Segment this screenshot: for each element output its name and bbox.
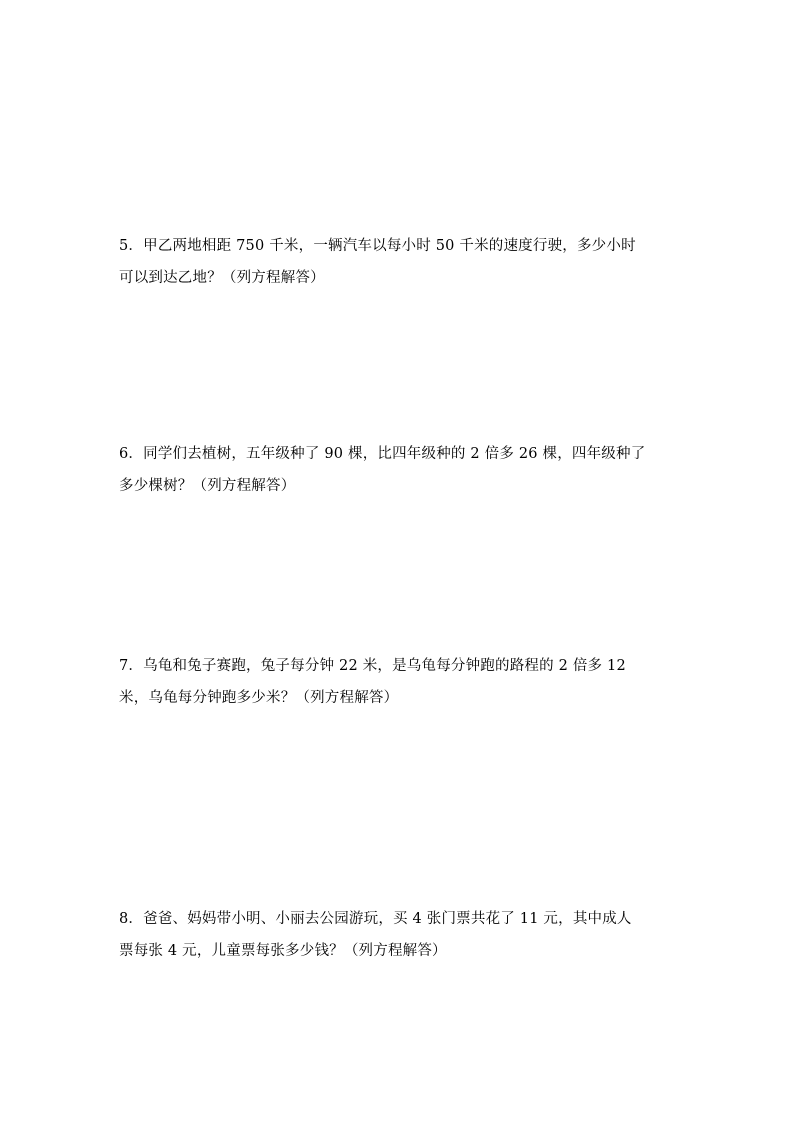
- question-8-line-1: 8．爸爸、妈妈带小明、小丽去公园游玩，买 4 张门票共花了 11 元，其中成人: [119, 911, 632, 927]
- question-7-line-1: 7．乌龟和兔子赛跑，兔子每分钟 22 米，是乌龟每分钟跑的路程的 2 倍多 12: [119, 658, 626, 674]
- question-8: [119, 903, 679, 967]
- question-8-line-2: 票每张 4 元，儿童票每张多少钱？（列方程解答）: [119, 943, 447, 959]
- question-7-line-2: 米，乌龟每分钟跑多少米？（列方程解答）: [119, 690, 399, 706]
- question-5-line-2: 可以到达乙地？（列方程解答）: [119, 270, 325, 286]
- question-6-line-2: 多少棵树？（列方程解答）: [119, 478, 296, 494]
- question-5: [119, 230, 679, 294]
- question-7: [119, 650, 679, 714]
- question-6: [119, 438, 679, 502]
- question-5-line-1: 5．甲乙两地相距 750 千米，一辆汽车以每小时 50 千米的速度行驶，多少小时: [119, 238, 636, 254]
- question-6-line-1: 6．同学们去植树，五年级种了 90 棵，比四年级种的 2 倍多 26 棵，四年级种了: [119, 446, 646, 462]
